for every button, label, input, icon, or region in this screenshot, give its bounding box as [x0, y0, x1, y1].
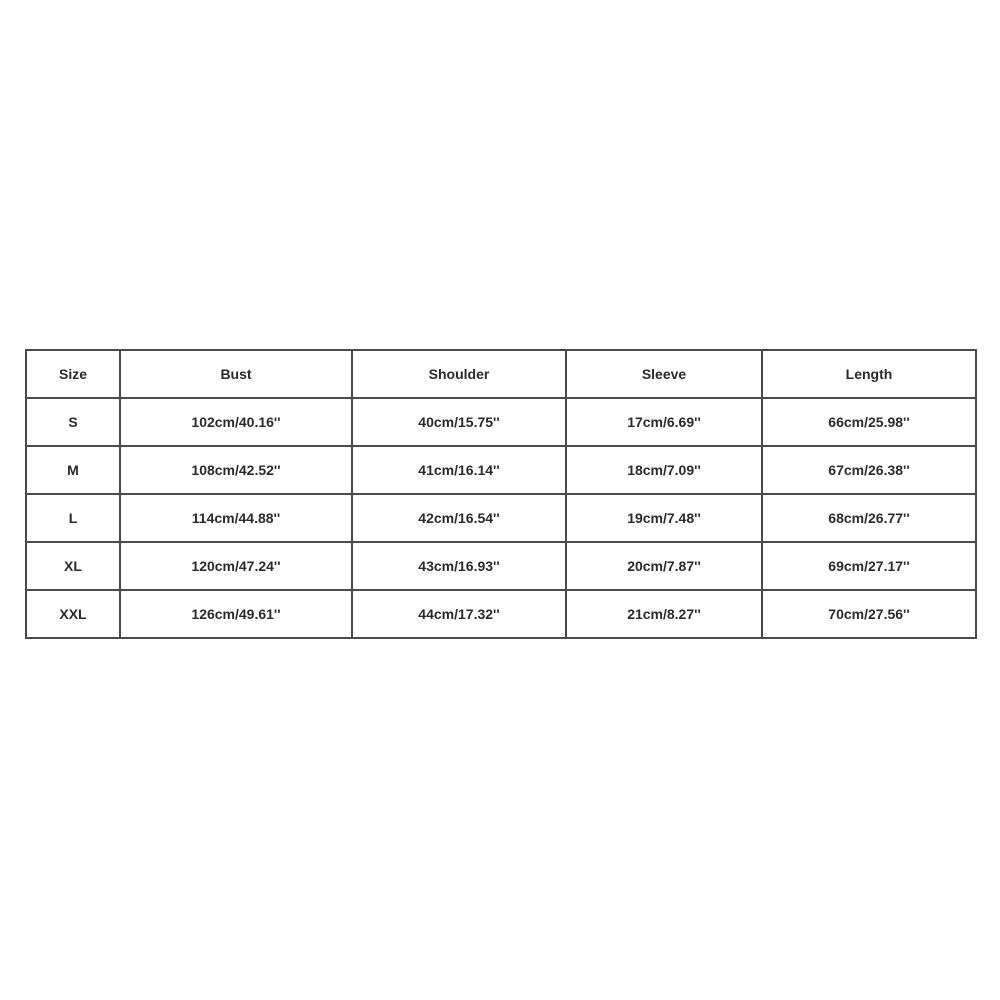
- cell-shoulder: 44cm/17.32'': [352, 590, 566, 638]
- cell-shoulder: 43cm/16.93'': [352, 542, 566, 590]
- cell-size: M: [26, 446, 120, 494]
- cell-bust: 120cm/47.24'': [120, 542, 352, 590]
- table-row: [26, 494, 976, 542]
- cell-size: L: [26, 494, 120, 542]
- cell-size: S: [26, 398, 120, 446]
- table-row: [26, 542, 976, 590]
- header-length: Length: [762, 350, 976, 398]
- cell-length: 67cm/26.38'': [762, 446, 976, 494]
- table-row: [26, 398, 976, 446]
- cell-sleeve: 20cm/7.87'': [566, 542, 762, 590]
- cell-length: 68cm/26.77'': [762, 494, 976, 542]
- cell-bust: 126cm/49.61'': [120, 590, 352, 638]
- cell-sleeve: 19cm/7.48'': [566, 494, 762, 542]
- cell-bust: 114cm/44.88'': [120, 494, 352, 542]
- size-chart-table: [25, 349, 977, 639]
- header-shoulder: Shoulder: [352, 350, 566, 398]
- cell-length: 70cm/27.56'': [762, 590, 976, 638]
- cell-length: 66cm/25.98'': [762, 398, 976, 446]
- header-sleeve: Sleeve: [566, 350, 762, 398]
- cell-shoulder: 41cm/16.14'': [352, 446, 566, 494]
- table-row: [26, 446, 976, 494]
- cell-shoulder: 42cm/16.54'': [352, 494, 566, 542]
- cell-bust: 108cm/42.52'': [120, 446, 352, 494]
- table-row: [26, 590, 976, 638]
- header-size: Size: [26, 350, 120, 398]
- header-bust: Bust: [120, 350, 352, 398]
- cell-bust: 102cm/40.16'': [120, 398, 352, 446]
- cell-shoulder: 40cm/15.75'': [352, 398, 566, 446]
- cell-sleeve: 18cm/7.09'': [566, 446, 762, 494]
- cell-length: 69cm/27.17'': [762, 542, 976, 590]
- cell-sleeve: 17cm/6.69'': [566, 398, 762, 446]
- cell-size: XL: [26, 542, 120, 590]
- cell-sleeve: 21cm/8.27'': [566, 590, 762, 638]
- cell-size: XXL: [26, 590, 120, 638]
- header-row: [26, 350, 976, 398]
